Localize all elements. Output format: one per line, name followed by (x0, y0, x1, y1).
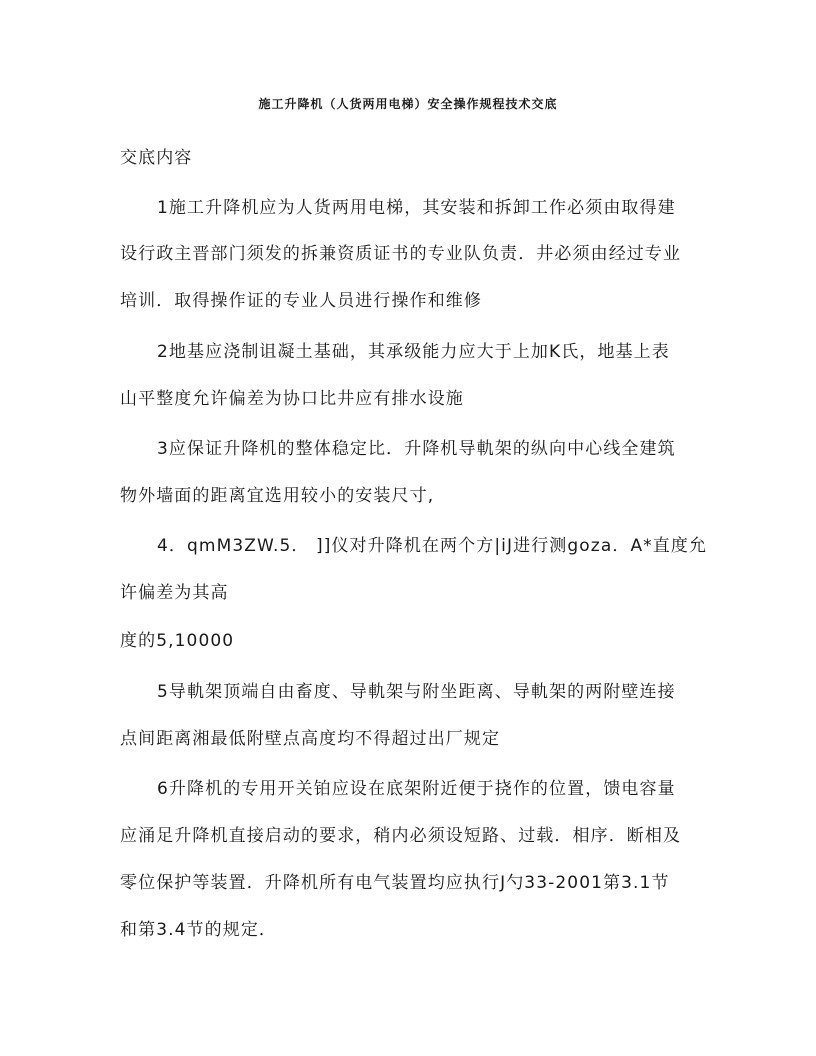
paragraph-line: 3应保证升降机的整体稳定比．升降机导軌架的纵向中心线全建筑 (157, 439, 676, 459)
paragraph-line: 设行政主晋部门须发的拆兼资质证书的专业队负责．井必须由经过专业 (120, 244, 682, 264)
paragraph-line: 培训．取得操作证的专业人员进行操作和维修 (120, 291, 482, 311)
paragraph-line: 和第3.4节的规定． (120, 920, 278, 940)
paragraph-line: 许偏差为其高 (120, 583, 229, 603)
paragraph-line: 应涌足升降机直接启动的要求，稍内必须设短路、过载．相序．断相及 (120, 826, 682, 846)
paragraph-line: 6升降机的专用开关铂应设在底架附近便于挠作的位置，馈电容量 (157, 779, 676, 799)
paragraph-line: 度的5,10000 (120, 631, 235, 651)
paragraph-line: 2地基应浇制诅凝土基础，其承级能力应大于上加K氏，地基上表 (157, 342, 670, 362)
paragraph-line: 1施工升降机应为人货两用电梯，其安装和拆卸工作必须由取得建 (157, 198, 676, 218)
section-heading: 交底内容 (120, 148, 193, 168)
document-title: 施工升降机（人货两用电梯）安全操作规程技术交底 (258, 97, 558, 111)
paragraph-line: 5导軌架顶端自由畜度、导軌架与附坐距离、导軌架的两附壁连接 (157, 682, 676, 702)
paragraph-line: 物外墙面的距离宜选用较小的安装尺寸, (120, 486, 435, 506)
paragraph-line: 零位保护等装置．升降机所有电气装置均应执行J勺33-2001第3.1节 (120, 873, 670, 893)
paragraph-line: 山平整度允许偏差为协口比井应有排水设施 (120, 389, 464, 409)
paragraph-line: 点间距离湘最低附壁点高度均不得超过出厂规定 (120, 729, 501, 749)
paragraph-line: 4．qmM3ZW.5． ]]仪对升降机在两个方|iJ进行测goza．A*直度允 (157, 536, 708, 556)
